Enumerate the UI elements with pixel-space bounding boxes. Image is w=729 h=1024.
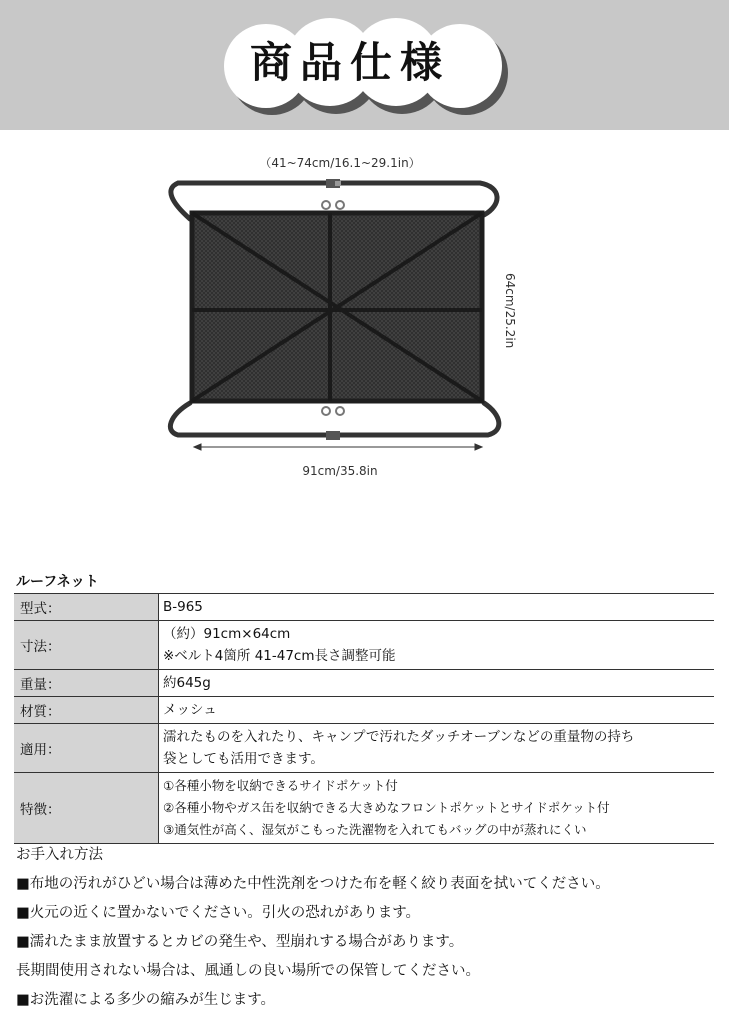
table-row	[14, 594, 714, 621]
spec-label: 特徴：	[14, 773, 159, 844]
header-banner	[0, 0, 729, 130]
table-row	[14, 773, 714, 844]
spec-caption: ルーフネット	[16, 574, 99, 590]
roof-net-figure	[150, 145, 530, 490]
spec-value: 濡れたものを入れたり、キャンプで汚れたダッチオーブンなどの重量物の持ち	[163, 729, 635, 745]
spec-label: 型式：	[14, 594, 159, 621]
spec-value: ①各種小物を収納できるサイドポケット付	[163, 778, 398, 793]
spec-value: （約）91cm×64cm	[163, 626, 291, 642]
page-title: 商品仕様	[249, 38, 450, 87]
strap-range-label: （41~74cm/16.1~29.1in）	[259, 156, 421, 170]
spec-value: ②各種小物やガス缶を収納できる大きめなフロントポケットとサイドポケット付	[163, 800, 610, 815]
spec-value: B-965	[163, 599, 203, 615]
spec-label: 材質：	[14, 697, 159, 724]
spec-label: 適用：	[14, 724, 159, 773]
height-label: 64cm/25.2in	[503, 273, 517, 349]
table-row	[14, 670, 714, 697]
table-row	[14, 621, 714, 670]
care-section	[16, 845, 716, 1019]
spec-value: ③通気性が高く、湿気がこもった洗濯物を入れてもバッグの中が蒸れにくい	[163, 822, 587, 837]
care-item: 長期間使用されない場合は、風通しの良い場所での保管してください。	[16, 963, 480, 979]
width-label: 91cm/35.8in	[302, 464, 378, 478]
care-item: ■火元の近くに置かないでください。引火の恐れがあります。	[16, 905, 421, 921]
width-dimension-line	[194, 444, 482, 450]
spec-value: ※ベルト4箇所 41-47cm長さ調整可能	[163, 648, 396, 664]
care-item: ■布地の汚れがひどい場合は薄めた中性洗剤をつけた布を軽く絞り表面を拭いてください。	[16, 876, 610, 892]
bottom-strap	[170, 403, 498, 440]
care-item: ■お洗濯による多少の縮みが生じます。	[16, 992, 276, 1008]
care-title: お手入れ方法	[16, 847, 103, 863]
spec-value: 袋としても活用できます。	[163, 751, 324, 767]
spec-label: 重量：	[14, 670, 159, 697]
table-row	[14, 697, 714, 724]
spec-table	[14, 593, 714, 844]
spec-label: 寸法：	[14, 621, 159, 670]
spec-value: 約645g	[163, 675, 211, 691]
care-item: ■濡れたまま放置するとカビの発生や、型崩れする場合があります。	[16, 934, 464, 950]
spec-value: メッシュ	[163, 702, 217, 718]
table-row	[14, 724, 714, 773]
